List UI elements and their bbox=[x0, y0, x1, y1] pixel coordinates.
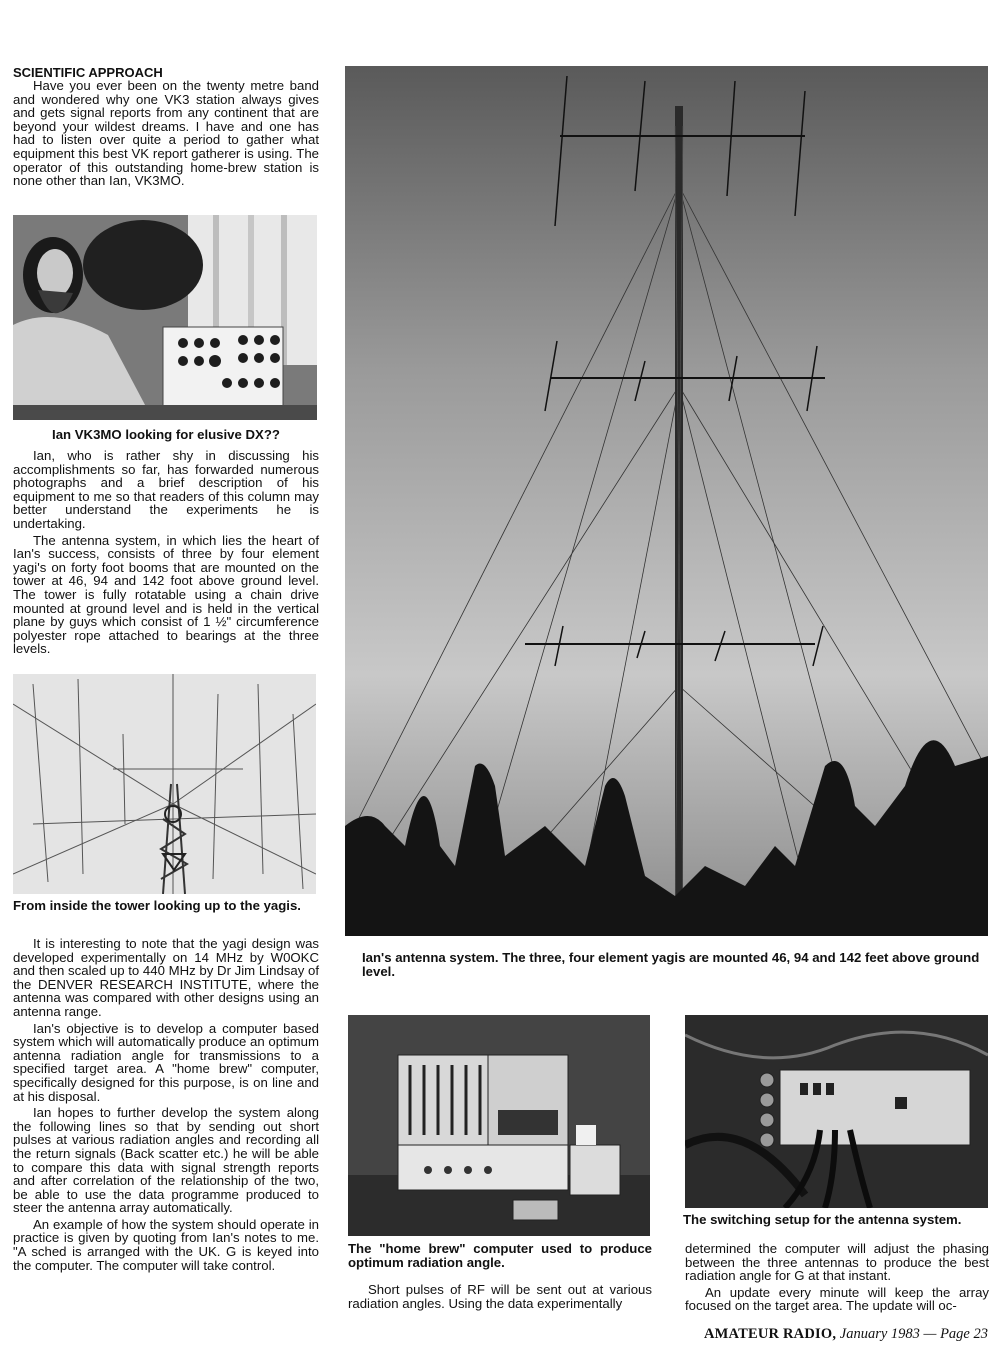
col3-text bbox=[685, 1242, 989, 1316]
paragraph-shy: Ian, who is rather shy in discussing his accomplishments so far, has forwarded numerous photographs and a brief description of his equipment to me so that readers of this column may better understand the experiments he is undertaking. bbox=[13, 448, 319, 531]
caption-tower-block bbox=[13, 899, 319, 916]
paragraph-objective: Ian's objective is to develop a computer based system which will automatically produce an optimum antenna radiation angle for transmissions to a specified target area. A "home brew" computer, specifically designed for this purpose, is on line and at his disposal. bbox=[13, 1020, 319, 1104]
intro-paragraph: Have you ever been on the twenty metre band and wondered why one VK3 station always gives and gets signal reports from any continent that are beyond your wildest dreams. I have and one has had to listen over quite a period to gather what equipment this best VK report gatherer is using. The operator of this outstanding home-brew station is none other than Ian, VK3MO. bbox=[13, 78, 319, 189]
caption-computer-block bbox=[348, 1242, 652, 1273]
photo-switching-setup bbox=[685, 1015, 988, 1208]
caption-tower-inside: From inside the tower looking up to the yagis. bbox=[13, 898, 301, 913]
caption-ian-block bbox=[13, 428, 319, 445]
photo-inside-tower bbox=[13, 674, 316, 894]
caption-switching: The switching setup for the antenna system. bbox=[683, 1212, 962, 1227]
section-heading: SCIENTIFIC APPROACH bbox=[13, 65, 163, 80]
page-footer bbox=[704, 1326, 988, 1343]
caption-antenna-block bbox=[362, 951, 982, 982]
caption-switching-block bbox=[683, 1213, 993, 1230]
photo-home-brew-computer bbox=[348, 1015, 650, 1236]
col2-text bbox=[348, 1283, 652, 1313]
caption-computer: The "home brew" computer used to produce optimum radiation angle. bbox=[348, 1241, 652, 1270]
paragraph-update: An update every minute will keep the array focused on the target area. The update will oc- bbox=[685, 1284, 989, 1314]
paragraph-determined: determined the computer will adjust the phasing between the three antennas to produce the best radiation angle for G at that instant. bbox=[685, 1241, 989, 1284]
footer-magazine: AMATEUR RADIO, bbox=[703, 1326, 837, 1342]
photo-ian-at-station bbox=[13, 215, 317, 420]
paragraph-short-pulses: Short pulses of RF will be sent out at various radiation angles. Using the data experimentally bbox=[348, 1282, 652, 1311]
paragraph-yagi-design: It is interesting to note that the yagi design was developed experimentally on 14 MHz by W0OKC and then scaled up to 440 MHz by Dr Jim Lindsay of the DENVER RESEARCH INSTITUTE, where the antenna was compared with other designs using an antenna range. bbox=[13, 936, 319, 1019]
caption-ian: Ian VK3MO looking for elusive DX?? bbox=[52, 427, 280, 442]
caption-antenna-system: Ian's antenna system. The three, four element yagis are mounted 46, 94 and 142 feet above ground level. bbox=[362, 950, 980, 979]
photo-antenna-tower bbox=[345, 66, 988, 936]
col1-block3 bbox=[13, 937, 319, 1275]
intro-column bbox=[13, 66, 319, 191]
paragraph-further-develop: Ian hopes to further develop the system along the following lines so that by sending out short pulses at various radiation angles and recording all the return signals (Back scatter etc.) he will be able to compare this data with signal strength reports and after correlation of the relationship of the two, be able to use the data programme produced to steer the antenna array automatically. bbox=[13, 1105, 319, 1216]
footer-issue: January 1983 — Page 23 bbox=[839, 1326, 988, 1342]
paragraph-example: An example of how the system should operate in practice is given by quoting from Ian's notes to me. "A sched is arranged with the UK. G is keyed into the computer. The computer will take control. bbox=[13, 1216, 319, 1273]
paragraph-antenna-system: The antenna system, in which lies the heart of Ian's success, consists of three by four element yagi's on forty foot booms that are mounted on the tower at 46, 94 and 142 foot above ground level. The tower is fully rotatable using a chain drive mounted at ground level and is held in the vertical plane by guys which consist of 1 ½" circumference polyester rope attached to bearings at the three levels. bbox=[13, 532, 319, 657]
col1-block2 bbox=[13, 449, 319, 659]
